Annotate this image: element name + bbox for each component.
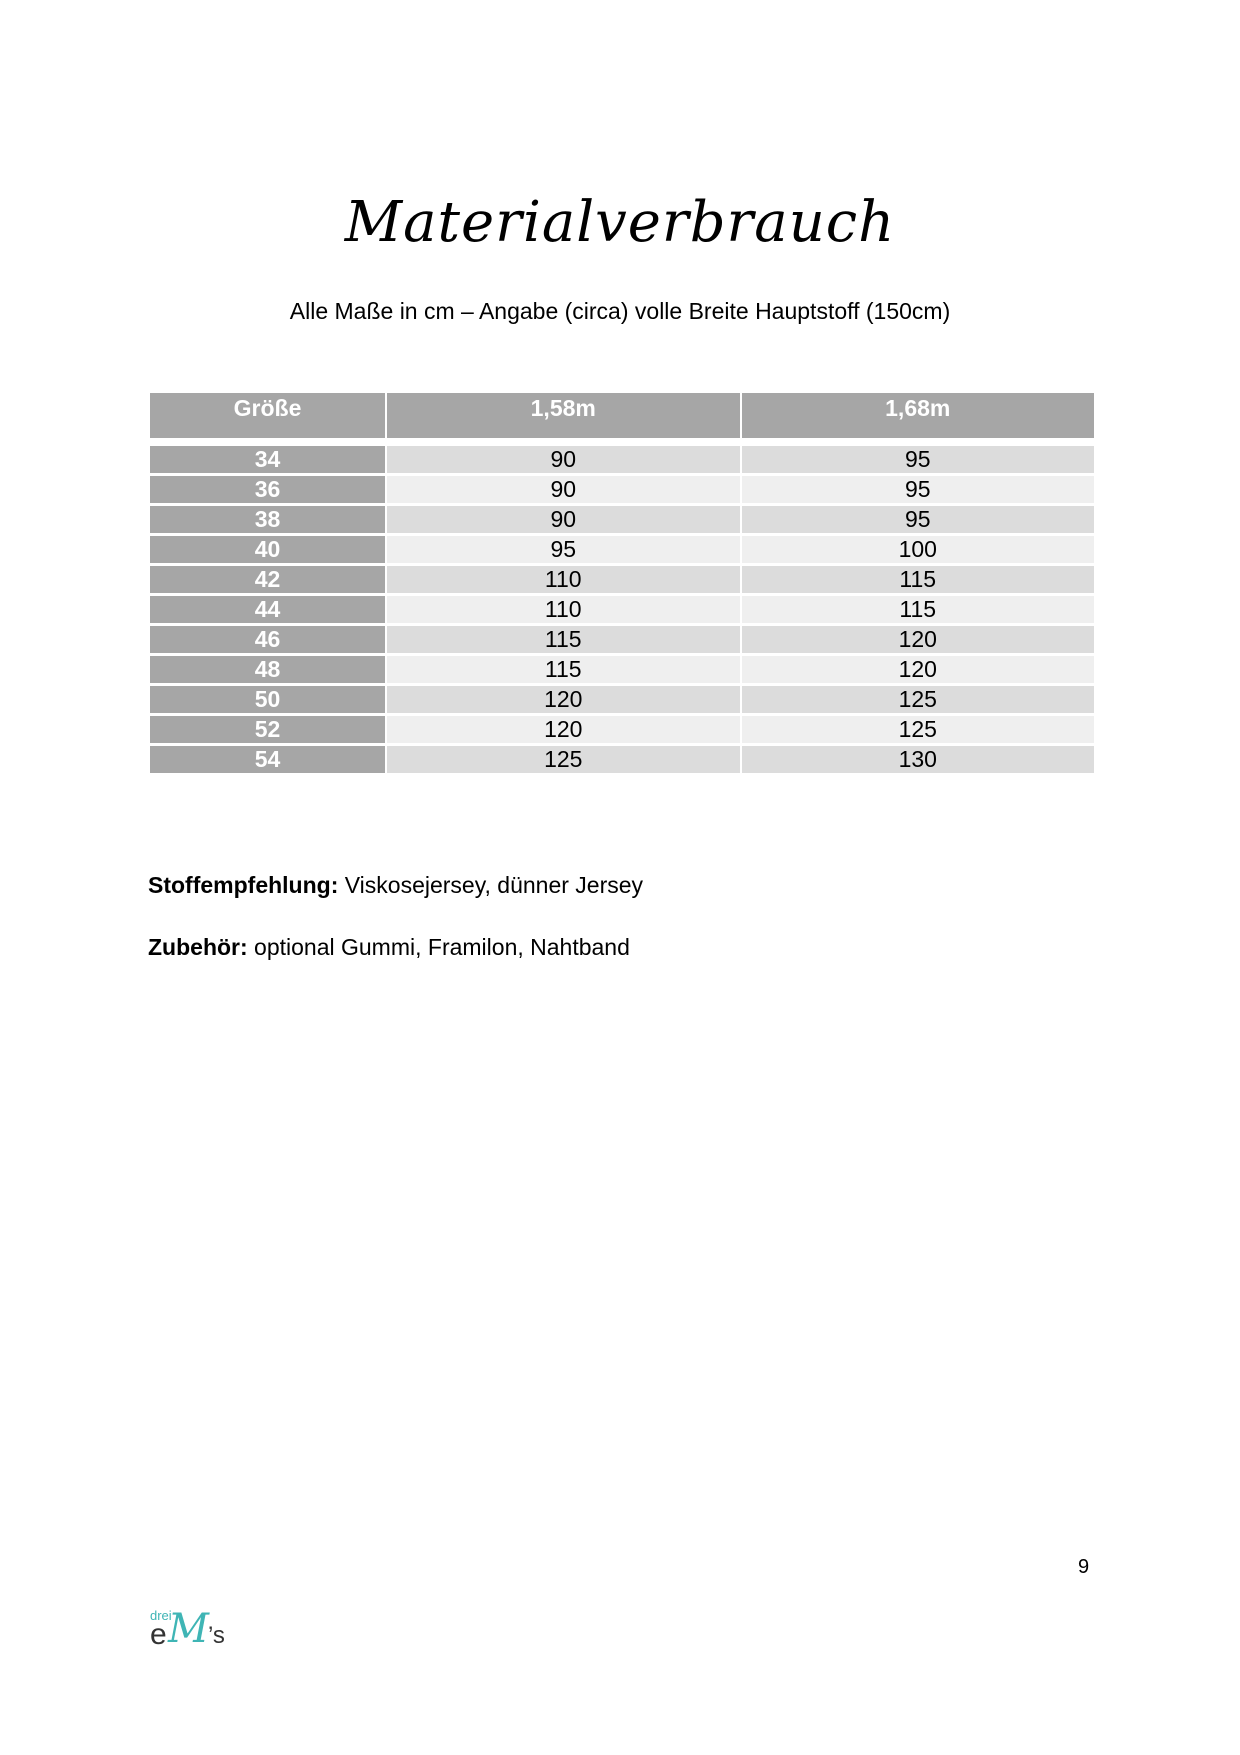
value-cell: 125: [742, 716, 1095, 743]
table-row: [150, 596, 1094, 623]
table-row: [150, 656, 1094, 683]
table-row: [150, 746, 1094, 773]
table-row: [150, 686, 1094, 713]
header-168: 1,68m: [742, 393, 1095, 438]
table-row: [150, 536, 1094, 563]
value-cell: 115: [387, 656, 740, 683]
table-row: [150, 626, 1094, 653]
logo-suffix: ’s: [208, 1622, 225, 1649]
value-cell: 120: [742, 626, 1095, 653]
value-cell: 120: [742, 656, 1095, 683]
accessories-label: Zubehör:: [148, 934, 248, 960]
size-cell: 46: [150, 626, 385, 653]
value-cell: 110: [387, 596, 740, 623]
value-cell: 95: [742, 446, 1095, 473]
table-header-row: [150, 393, 1094, 438]
accessories-value: optional Gummi, Framilon, Nahtband: [247, 934, 630, 960]
logo-m: M: [168, 1606, 209, 1652]
value-cell: 120: [387, 686, 740, 713]
value-cell: 90: [387, 506, 740, 533]
value-cell: 95: [742, 476, 1095, 503]
size-cell: 34: [150, 446, 385, 473]
size-cell: 52: [150, 716, 385, 743]
value-cell: 95: [742, 506, 1095, 533]
logo-small-text: drei: [150, 1608, 172, 1623]
value-cell: 125: [742, 686, 1095, 713]
size-cell: 40: [150, 536, 385, 563]
value-cell: 100: [742, 536, 1095, 563]
brand-logo: [150, 1608, 240, 1658]
value-cell: 95: [387, 536, 740, 563]
value-cell: 115: [742, 596, 1095, 623]
fabric-label: Stoffempfehlung:: [148, 872, 339, 898]
fabric-value: Viskosejersey, dünner Jersey: [338, 872, 644, 898]
value-cell: 130: [742, 746, 1095, 773]
size-cell: 38: [150, 506, 385, 533]
size-cell: 50: [150, 686, 385, 713]
size-cell: 36: [150, 476, 385, 503]
value-cell: 90: [387, 446, 740, 473]
fabric-recommendation: [148, 872, 643, 899]
table-row: [150, 716, 1094, 743]
size-cell: 44: [150, 596, 385, 623]
header-158: 1,58m: [387, 393, 740, 438]
page-title: Materialverbrauch: [344, 190, 896, 255]
page-number: 9: [1078, 1556, 1090, 1578]
size-cell: 48: [150, 656, 385, 683]
page-subtitle: Alle Maße in cm – Angabe (circa) volle Breite Hauptstoff (150cm): [289, 298, 951, 324]
size-cell: 42: [150, 566, 385, 593]
logo-e: e: [150, 1618, 167, 1651]
table-row: [150, 446, 1094, 473]
value-cell: 120: [387, 716, 740, 743]
table-row: [150, 476, 1094, 503]
value-cell: 110: [387, 566, 740, 593]
size-cell: 54: [150, 746, 385, 773]
value-cell: 115: [742, 566, 1095, 593]
material-table: [148, 390, 1096, 776]
value-cell: 125: [387, 746, 740, 773]
value-cell: 115: [387, 626, 740, 653]
header-size: Größe: [150, 393, 385, 438]
accessories: [148, 934, 630, 961]
table-row: [150, 506, 1094, 533]
value-cell: 90: [387, 476, 740, 503]
table-row: [150, 566, 1094, 593]
